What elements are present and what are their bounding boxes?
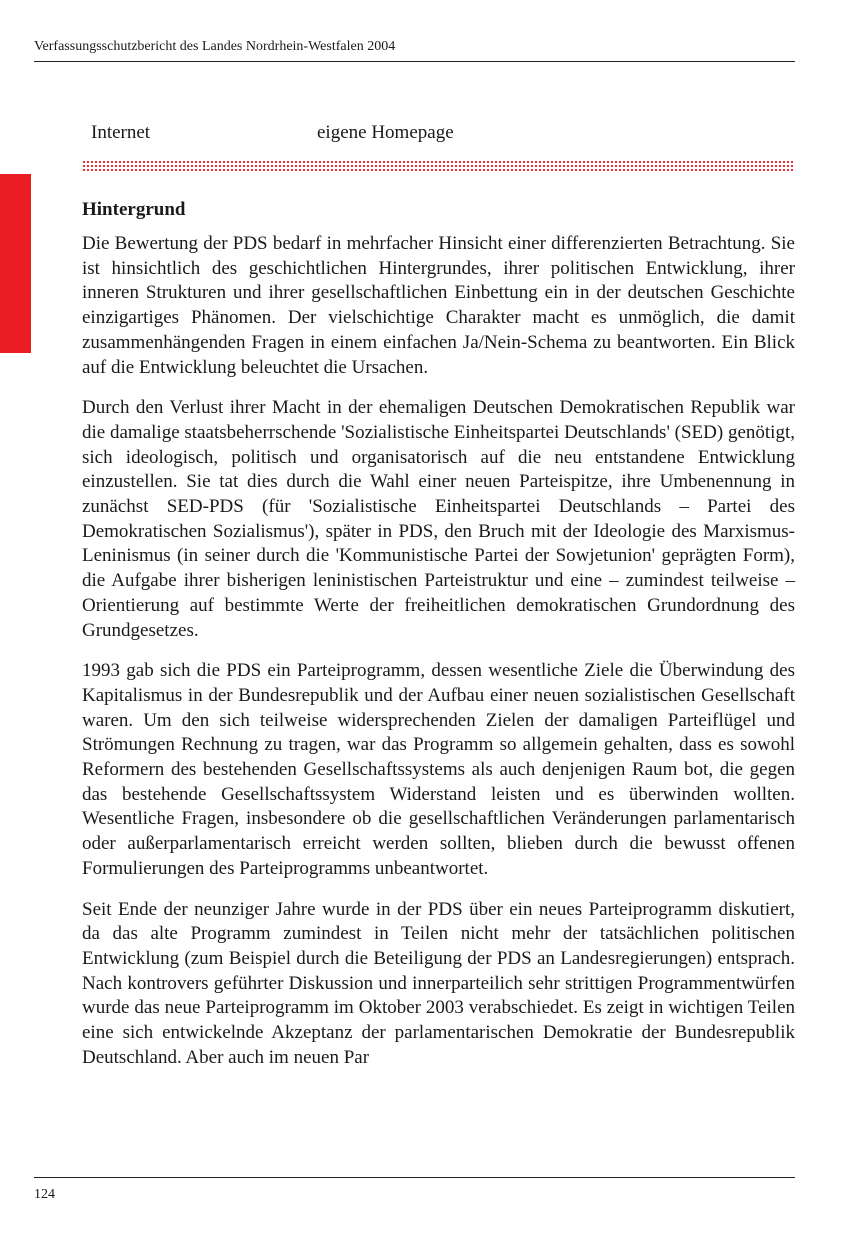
page-number: 124 (34, 1187, 55, 1202)
paragraph: Durch den Verlust ihrer Macht in der ehemaligen Deutschen Demokratischen Republik war die damalige staatsbeherrschende 'Sozialistische Einheitspartei Deutschlands' (SED) genötigt, sich ideologisch, politisch und organisatorisch auf die neu entstandene Entwicklung einzustellen. Sie tat dies durch die Wahl einer neuen Parteispitze, ihre Umbenennung in zunächst SED-PDS (für 'Sozialistische Einheitspartei Deutschlands – Partei des Demokratischen Sozialismus'), später in PDS, den Bruch mit der Ideologie des Marxismus-Leninismus (in seiner durch die 'Kommunistische Partei der Sowjetunion' geprägten Form), die Aufgabe ihrer bisherigen leninistischen Parteistruktur und eine – zumindest teilweise – Orientierung auf bestimmte Werte der freiheitlichen demokratischen Grundordnung des Grundgesetzes. (82, 397, 795, 641)
paragraph: Die Bewertung der PDS bedarf in mehrfacher Hinsicht einer differenzierten Betrachtung. Sie ist hinsichtlich des geschichtlichen Hintergrundes, ihrer politischen Entwicklung, ihrer inneren Strukturen und ihrer gesellschaftlichen Einbettung ein in der deutschen Geschichte einzigartiges Phänomen. Der vielschichtige Charakter macht es unmöglich, die damit zusammenhängenden Fragen in einem einfachen Ja/Nein-Schema zu beantworten. Ein Blick auf die Entwicklung beleuchtet die Ursachen. (82, 233, 795, 378)
paragraph: 1993 gab sich die PDS ein Parteiprogramm, dessen wesentliche Ziele die Überwindung des Kapitalismus in der Bundesrepublik und der Aufbau einer neuen sozialistischen Gesellschaft waren. Um den sich teilweise widersprechenden Zielen der damaligen Parteiflügel und Strömungen Rechnung zu tragen, war das Programm so allgemein gehalten, dass es sowohl Reformern des bestehenden Gesellschaftssystems als auch denjenigen Raum bot, die gegen das bestehende Gesellschaftssystem Widerstand leisten und es überwinden wollten. Wesentliche Fragen, insbesondere ob die gesellschaftlichen Veränderungen parlamentarisch oder außerparlamentarisch erreicht werden sollten, blieben durch die bewusst offenen Formulierungen des Parteiprogramms unbeantwortet. (82, 660, 795, 879)
running-header: Verfassungsschutzbericht des Landes Nordrhein-Westfalen 2004 (34, 38, 795, 62)
chapter-marker-tab (0, 174, 31, 353)
footer-rule (34, 1177, 795, 1178)
paragraph: Seit Ende der neunziger Jahre wurde in der PDS über ein neues Parteiprogramm diskutiert, da das alte Programm zumindest in Teilen nicht mehr der tatsächlichen politischen Entwicklung (zum Beispiel durch die Beteiligung der PDS an Landesregierungen) entsprach. Nach kontrovers geführter Diskussion und innerparteilich sehr strittigen Programmentwürfen wurde das neue Parteiprogramm im Oktober 2003 verabschiedet. Es zeigt in wichtigen Teilen eine sich entwickelnde Akzeptanz der parlamentarischen Demokratie der Bundesrepublik Deutschland. Aber auch im neuen Par (82, 898, 795, 1068)
section-heading: Hintergrund (82, 199, 186, 220)
info-value: eigene Homepage (317, 122, 454, 143)
info-key: Internet (91, 122, 151, 143)
info-row (91, 121, 791, 145)
dotted-separator (82, 160, 795, 171)
main-content (82, 197, 795, 1087)
